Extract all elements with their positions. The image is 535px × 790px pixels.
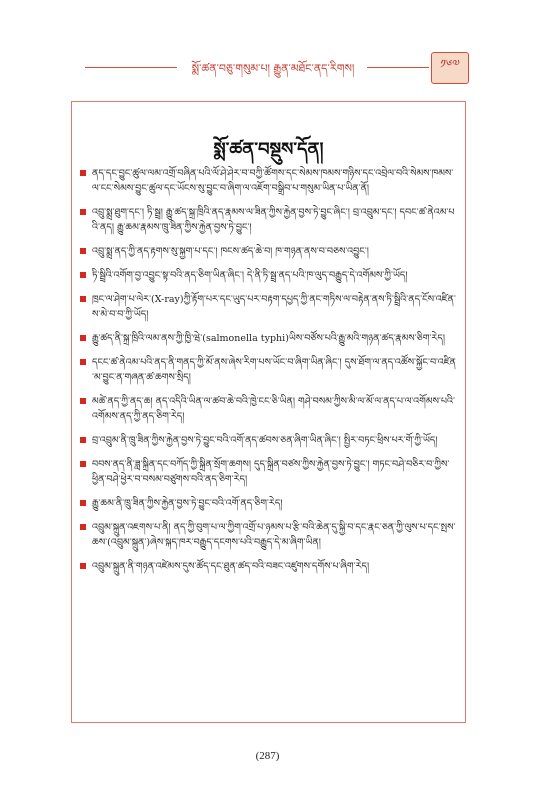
bullet-square-icon [80, 272, 86, 278]
list-item-text: དངང་ཚ་ནེའམ་པའི་ནད་ནི་གནད་ཀྱི་མོ་ནས་ཞེས་རིག་པས་ཡོང་བ་ཞིག་ཡིན་ཞིང་། དུས་ཐོག་ལ་ནད་འཚོས་སྐྱོང་བ་འཛིན་མ་བྱུང་ན་གཞན་ཚ་ཆགས་སྲིད། [92, 357, 456, 383]
bullet-square-icon [80, 296, 86, 302]
list-item-text: ནད་དང་བྱུང་ཚུལ་ལམ་འགྲོ་བཞིན་པའི་ལོ་ཤེ་ཤེར་བ་བཀྱི་ཚོགས་དང་སེམས་ཁམས་གཉིས་དང་འབྲེལ་བའི་སེམས་ཁམས་ལ་ངང་སེམས་བྱུང་ཚུལ་དང་ཡོངས་སུ་བྱུང་བ་ཞིག་ལ་འཇོག་བསྒྲིབ་པ་གསུམ་ཡིན་པ་ཡིན་ནོ། [92, 168, 454, 194]
list-item [80, 496, 457, 511]
list-item [80, 355, 457, 385]
bullet-square-icon [80, 437, 86, 443]
list-item [80, 205, 457, 235]
bullet-square-icon [80, 500, 86, 506]
bullet-square-icon [80, 209, 86, 215]
list-item-text: འབྲུམ་སྐྲུན་འཇགས་པ་ནི། ནད་ཀྱི་བུག་པ་ལ་ཀྱིག་འགྲོ་པ་ཉམས་པ་རྩི་བའི་ཆེན་དུ་སྐྱི་བ་དང་རྣང་ཅན་ཀྱི་ལུས་པ་དང་སྤས་ཆས་(འབྲུམ་སྐྲུན་)ཞེས་སྐད་ཁར་བརྒྱུད་དངགས་པའི་བརྒྱུད་དེ་མ་ཞིག་ཡིན། [92, 522, 456, 548]
header-rule-left [85, 67, 177, 68]
running-head-text: སྨོ་ཚན་བཅུ་གསུམ་པ། རྒྱུན་མཐོང་ནད་རིགས། [191, 62, 355, 75]
list-item-text: རྒྱུ་ཆམ་ནི་ཁྲུ་ཟིན་ཀྱིས་རྐྱེན་བྱས་ཏེ་བྱུང་བའི་འགོ་ནད་ཅིག་རེད། [92, 498, 283, 509]
bullet-square-icon [80, 524, 86, 530]
list-item-text: ཏི་སྦྲིའི་འགོག་བྱ་འབྱུང་སྟ་བའི་ནད་ཅིག་ཡིན་ཞིང་། དེ་ནི་ཏི་སྦྲ་ནད་པའི་ཁ་ལུད་བརྒྱུད་དེ་འགོམས་ཀྱི་ཡོད། [92, 270, 408, 281]
list-item [80, 292, 457, 322]
section-title: སྨོ་ཚན་བསྡུས་དོན། [213, 139, 324, 160]
page-number-tab: ༡༦༧ [431, 52, 469, 84]
page-number: (287) [255, 750, 280, 762]
running-header [0, 52, 535, 84]
list-item-text: འབྲུ་སྨྲ་ཐུག་དང་། ཏི་སྦྲ། རྒྱུ་ཚད་སྐྲ་ཁྲིའི་ནད་རྣམས་ལ་ཟིན་ཀྱིས་རྐྱེན་བྱས་ཏེ་བྱུང་ཞིང་། བྲ་འབྲུམ་དང་། དབང་ཚ་ནེའམ་པའི་ནད། རྒྱུ་ཆམ་རྣམས་ཁྲུ་ཟིན་ཀྱིས་རྐྱེན་བྱས་ཏེ་བྱུང་། [92, 207, 455, 233]
bullet-square-icon [80, 359, 86, 365]
list-item-text: འབྲུ་སྨྲ་ནད་ཀྱི་ནད་རྟགས་སུ་སྐྱག་པ་དང་། ཁངས་ཚད་ཆེ་བ། ཁ་གཉན་ནས་བ་བཅས་འབྱུང་། [92, 246, 369, 257]
bullet-square-icon [80, 398, 86, 404]
bullet-square-icon [80, 335, 86, 341]
summary-box [71, 101, 466, 723]
list-item-text: ཁྲང་ལ་ཤེག་པ་ལེར་(X-ray)ཀྱི་རྟོག་པར་དང་ཡུད་པར་བརྟག་དཔྱད་ཀྱི་ནང་གཏིས་ལ་བརྟེན་ནས་ཏི་སྦྲིའི་ནད་ངོས་འཛིན་ས་མེ་བ་བ་ཀྱི་ཡོད། [92, 294, 456, 320]
list-item [80, 268, 457, 283]
list-item [80, 394, 457, 424]
list-item [80, 520, 457, 550]
bullet-square-icon [80, 461, 86, 467]
list-item-text: འབྲུམ་སྐྲུན་ནི་གཉན་འཛེམས་དུས་ཚོད་དང་ཐུན་ཚད་བའི་བཟང་འཛུགས་དགོས་པ་ཞིག་རེད། [92, 561, 370, 572]
list-item [80, 559, 457, 574]
header-rule-right [367, 67, 429, 68]
list-item [80, 433, 457, 448]
list-item [80, 166, 457, 196]
list-item [80, 457, 457, 487]
bullet-square-icon [80, 563, 86, 569]
list-item-text: མཚེ་ནད་ཀྱི་ནད་ཆ། ནད་འདིའི་ཡིན་ལ་ཚབ་ཆེ་བའི་ཁྱེ་ངང་ཅི་ཡིན། གཤེ་བསམ་ཀྱིས་མི་ལ་མོ་ལ་ནད་པ་ལ་འགོམས་པའི་འགོམས་ནད་ཀྱི་ནད་ཅིག་རེད། [92, 396, 455, 422]
list-item [80, 244, 457, 259]
bullet-square-icon [80, 170, 86, 176]
summary-list [80, 166, 457, 583]
list-item-text: བྲ་འབྲུམ་ནི་ཁྲུ་ཟིན་ཀྱིས་རྐྱེན་བྱས་ཏེ་བྱུང་བའི་འགོ་ནད་ཚབས་ཅན་ཞིག་ཡིན་ཞིང་། སྤྱིར་བཏང་ཕྲིས་པར་གོ་ཀྱི་ཡོད། [92, 435, 438, 446]
bullet-square-icon [80, 248, 86, 254]
list-item-text: བབས་ནད་ནི་ཟླ་སྐྲིན་དང་བཀོད་ཀྱི་སྐྲིན་སྲོག་ཆགས། དུད་སྐྲིན་བཙས་ཀྱིས་རྐྱེན་བྱས་ཏེ་བྱུང་། གཏང་བཤེ་བཅིར་བ་ཀྱིས་ཕྱིན་བཤེ་ཕྱེར་བ་བསམ་བཙུགས་བའི་ནད་ཅིག་རེད། [92, 459, 450, 485]
list-item-text: རྒྱུ་ཚད་ནི་སྐྲ་ཁྲིའི་ལམ་ནས་ཀྱི་ཁྱི་ཝེ་(salmonella typhi)ཡིས་བཙོས་པའི་རྒྱུ་མའི་གཉན་ཚད་རྣམས་ཅིག་རེད། [92, 333, 445, 344]
list-item [80, 331, 457, 346]
